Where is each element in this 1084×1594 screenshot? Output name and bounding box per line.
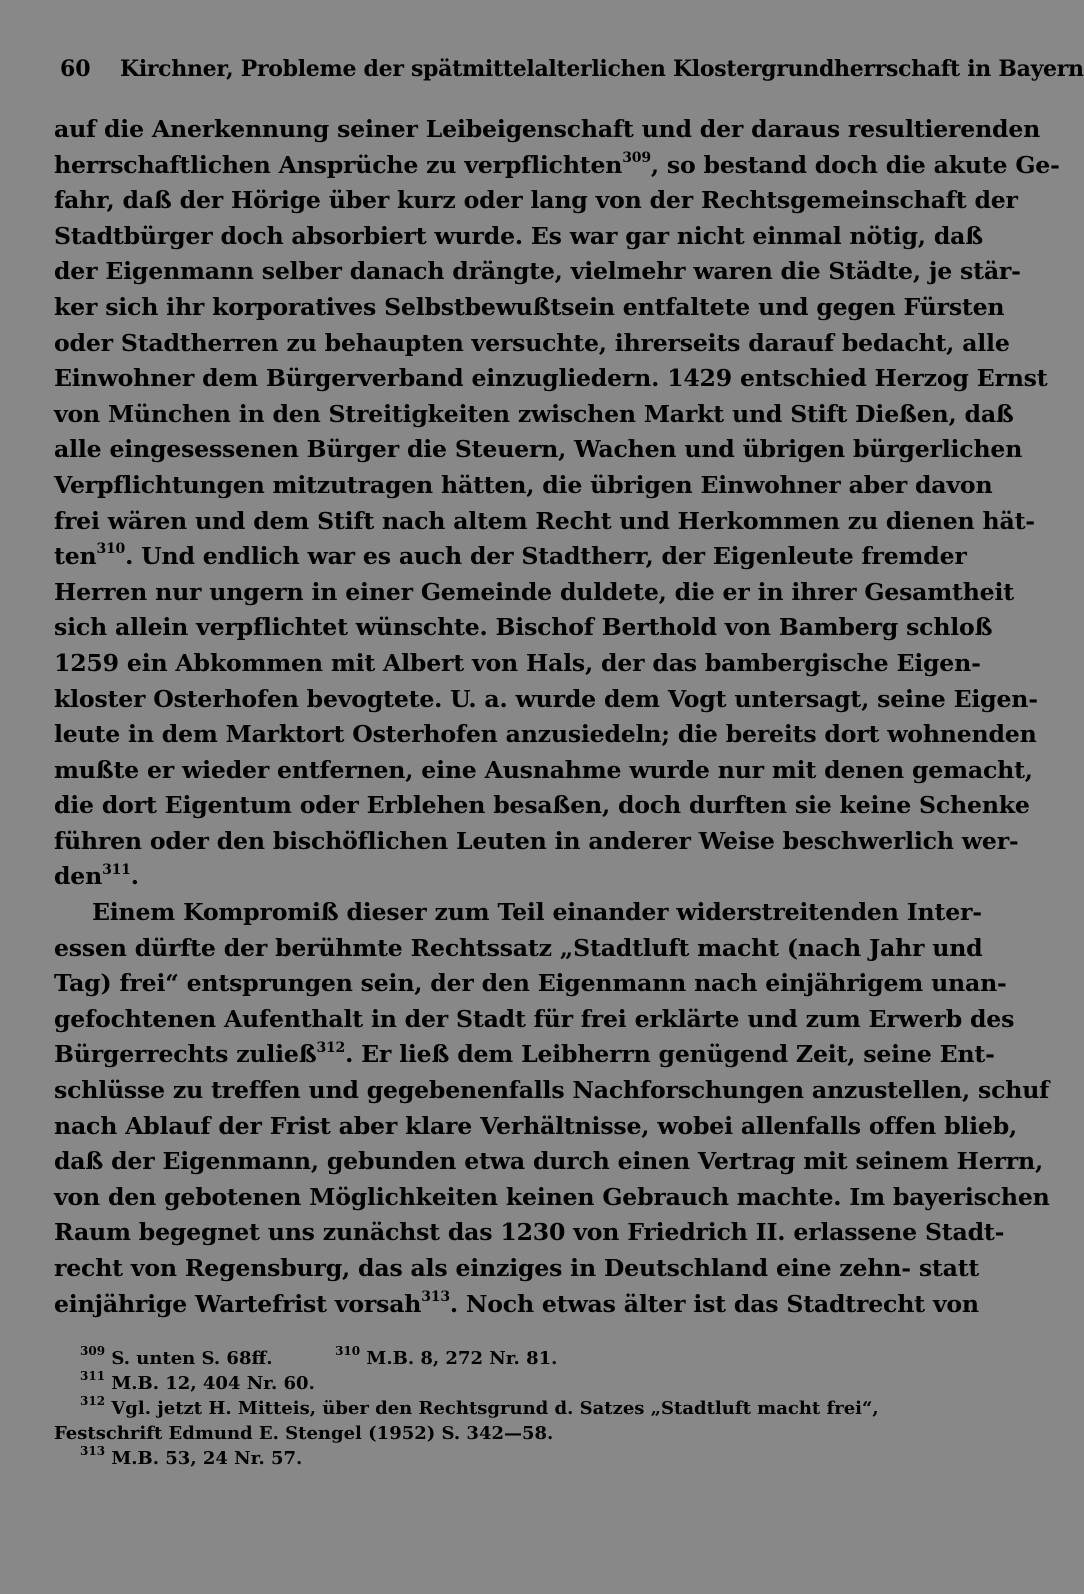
text-line: [54, 504, 1035, 540]
line-text: Stadtbürger doch absorbiert wurde. Es war gar nicht einmal nötig, daß: [54, 221, 983, 250]
line-text: alle eingesessenen Bürger die Steuern, Wachen und übrigen bürgerlichen: [54, 435, 1023, 464]
text-line: [54, 717, 1037, 753]
line-text: kloster Osterhofen bevogtete. U. a. wurde dem Vogt untersagt, seine Eigen-: [54, 684, 1038, 713]
text-line: [54, 1251, 980, 1287]
text-line: [54, 1144, 1043, 1180]
footnote-text: M.B. 53, 24 Nr. 57.: [111, 1448, 303, 1469]
page-header: [60, 52, 1084, 86]
footnote-text: S. unten S. 68ff.: [111, 1348, 273, 1369]
text-line: [54, 397, 1014, 433]
line-text: gefochtenen Aufenthalt in der Stadt für frei erklärte und zum Erwerb des: [54, 1004, 1015, 1033]
text-line: [54, 1287, 979, 1323]
text-line: [54, 432, 1023, 468]
text-line: [54, 753, 1033, 789]
footnote-number: 312: [80, 1394, 106, 1408]
footnote-line: [54, 1421, 900, 1446]
line-text: Einem Kompromiß dieser zum Teil einander widerstreitenden Inter-: [92, 898, 982, 927]
footnote-reference: 310: [96, 541, 126, 558]
line-text: 1259 ein Abkommen mit Albert von Hals, der das bambergische Eigen-: [54, 648, 981, 677]
text-line: [54, 290, 1005, 326]
line-text: von München in den Streitigkeiten zwischen Markt und Stift Dießen, daß: [54, 399, 1014, 428]
footnote-line: [54, 1371, 900, 1396]
running-title: Kirchner, Probleme der spätmittelalterlichen Klostergrundherrschaft in Bayern: [120, 56, 1084, 82]
line-text-continued: . Und endlich war es auch der Stadtherr, der Eigenleute fremder: [125, 542, 967, 571]
text-line: [54, 1180, 1050, 1216]
footnote-reference: 309: [622, 149, 651, 166]
line-text: daß der Eigenmann, gebunden etwa durch einen Vertrag mit seinem Herrn,: [54, 1147, 1043, 1176]
text-line: [54, 575, 1014, 611]
line-text: den: [54, 862, 103, 891]
line-text: herrschaftlichen Ansprüche zu verpflichten: [54, 150, 623, 179]
text-line: [54, 148, 1060, 184]
footnote-number: 313: [80, 1444, 106, 1458]
body-text: [54, 112, 1060, 1322]
line-text: nach Ablauf der Frist aber klare Verhältnisse, wobei allenfalls offen blieb,: [54, 1111, 1018, 1140]
line-text: frei wären und dem Stift nach altem Recht und Herkommen zu dienen hät-: [54, 506, 1035, 535]
footnote-text: M.B. 12, 404 Nr. 60.: [111, 1373, 315, 1394]
text-line: [54, 1215, 1005, 1251]
line-text: sich allein verpflichtet wünschte. Bischof Berthold von Bamberg schloß: [54, 613, 993, 642]
footnote-text: Vgl. jetzt H. Mitteis, über den Rechtsgrund d. Satzes „Stadtluft macht frei“,: [111, 1398, 879, 1419]
line-text: die dort Eigentum oder Erblehen besaßen, doch durften sie keine Schenke: [54, 791, 1030, 820]
footnote-text: Festschrift Edmund E. Stengel (1952) S. 342—58.: [54, 1423, 554, 1444]
text-line: [54, 788, 1030, 824]
footnote-number: 310: [335, 1344, 361, 1358]
footnote-line: [54, 1346, 900, 1371]
line-text: Tag) frei“ entsprungen sein, der den Eigenmann nach einjährigem unan-: [54, 969, 1007, 998]
text-line: [54, 895, 982, 931]
line-text-continued: , so bestand doch die akute Ge-: [650, 150, 1060, 179]
text-line: [54, 610, 993, 646]
text-line: [54, 682, 1038, 718]
text-line: [54, 468, 993, 504]
text-line: [54, 112, 1041, 148]
line-text: einjährige Wartefrist vorsah: [54, 1289, 422, 1318]
line-text: ker sich ihr korporatives Selbstbewußtsein entfaltete und gegen Fürsten: [54, 292, 1005, 321]
line-text-continued: . Noch etwas älter ist das Stadtrecht von: [449, 1289, 979, 1318]
text-line: [54, 1073, 1050, 1109]
line-text: von den gebotenen Möglichkeiten keinen Gebrauch machte. Im bayerischen: [54, 1182, 1050, 1211]
line-text: der Eigenmann selber danach drängte, vielmehr waren die Städte, je stär-: [54, 257, 1021, 286]
text-line: [54, 1037, 995, 1073]
footnote-line: [54, 1446, 900, 1471]
line-text: Bürgerrechts zuließ: [54, 1040, 317, 1069]
line-text-continued: .: [130, 862, 139, 891]
line-text: fahr, daß der Hörige über kurz oder lang von der Rechtsgemeinschaft der: [54, 186, 1018, 215]
line-text: auf die Anerkennung seiner Leibeigenschaft und der daraus resultierenden: [54, 115, 1041, 143]
text-line: [54, 859, 900, 895]
footnote-reference: 312: [316, 1039, 346, 1056]
line-text-continued: . Er ließ dem Leibherrn genügend Zeit, seine Ent-: [345, 1040, 995, 1069]
line-text: essen dürfte der berühmte Rechtssatz „Stadtluft macht (nach Jahr und: [54, 933, 983, 962]
text-line: [54, 1002, 1015, 1038]
line-text: mußte er wieder entfernen, eine Ausnahme wurde nur mit denen gemacht,: [54, 755, 1033, 784]
footnote-number: 309: [80, 1344, 106, 1358]
line-text: Verpflichtungen mitzutragen hätten, die übrigen Einwohner aber davon: [54, 470, 993, 499]
text-line: [54, 254, 1021, 290]
footnote-text: M.B. 8, 272 Nr. 81.: [366, 1348, 558, 1369]
line-text: Einwohner dem Bürgerverband einzugliedern. 1429 entschied Herzog Ernst: [54, 364, 1048, 393]
footnote-reference: 313: [421, 1288, 450, 1305]
footnote-reference: 311: [102, 861, 131, 878]
line-text: leute in dem Marktort Osterhofen anzusiedeln; die bereits dort wohnenden: [54, 720, 1037, 749]
text-line: [54, 931, 983, 967]
footnote-line: [54, 1396, 900, 1421]
line-text: führen oder den bischöflichen Leuten in anderer Weise beschwerlich wer-: [54, 826, 1019, 855]
text-line: [54, 646, 981, 682]
line-text: schlüsse zu treffen und gegebenenfalls Nachforschungen anzustellen, schuf: [54, 1076, 1050, 1105]
line-text: ten: [54, 542, 97, 571]
text-line: [54, 1109, 1018, 1145]
footnotes: [54, 1346, 900, 1471]
line-text: recht von Regensburg, das als einziges in Deutschland eine zehn- statt: [54, 1254, 980, 1282]
text-line: [54, 966, 1007, 1002]
footnote-number: 311: [80, 1369, 106, 1383]
line-text: Herren nur ungern in einer Gemeinde duldete, die er in ihrer Gesamtheit: [54, 577, 1014, 606]
text-line: [54, 539, 967, 575]
text-line: [54, 361, 1048, 397]
line-text: oder Stadtherren zu behaupten versuchte, ihrerseits darauf bedacht, alle: [54, 328, 1010, 357]
page-number: 60: [60, 56, 91, 82]
text-line: [54, 219, 983, 255]
text-line: [54, 183, 1018, 219]
line-text: Raum begegnet uns zunächst das 1230 von Friedrich II. erlassene Stadt-: [54, 1218, 1005, 1247]
text-line: [54, 326, 1010, 362]
text-line: [54, 824, 1019, 860]
